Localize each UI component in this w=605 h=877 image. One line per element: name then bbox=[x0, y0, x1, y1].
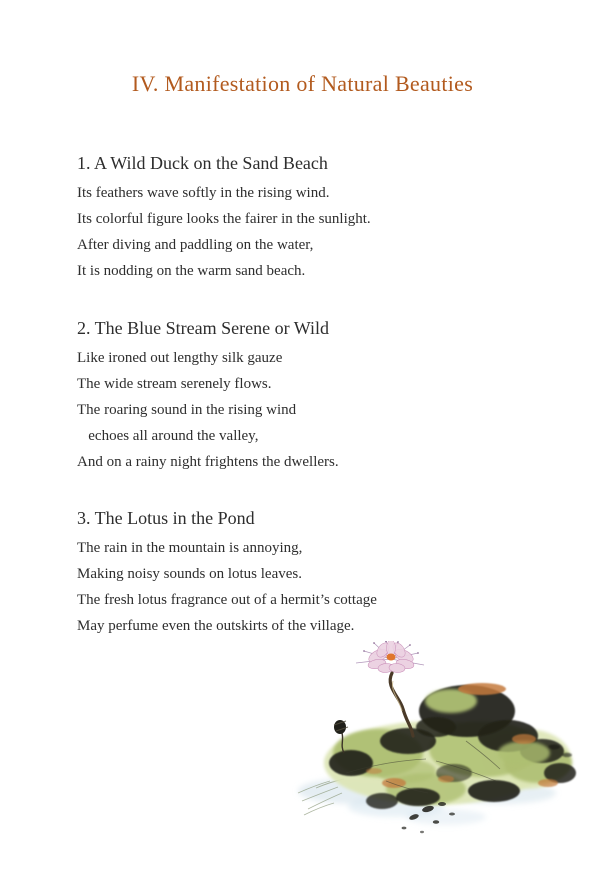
flower-center bbox=[387, 654, 396, 661]
poem-line: The wide stream serenely flows. bbox=[77, 376, 272, 392]
poem-section-2 bbox=[77, 315, 569, 475]
poem-line: It is nodding on the warm sand beach. bbox=[77, 263, 306, 279]
poem-line: Its feathers wave softly in the rising wind. bbox=[77, 185, 330, 201]
poem-line: The roaring sound in the rising wind bbox=[77, 402, 297, 418]
poem-line: echoes all around the valley, bbox=[77, 428, 259, 444]
poem-line: Its colorful figure looks the fairer in the sunlight. bbox=[77, 211, 371, 227]
lotus-flower bbox=[356, 641, 424, 673]
poem-line: May perfume even the outskirts of the village. bbox=[77, 618, 355, 634]
poem-section-3 bbox=[77, 505, 569, 639]
lotus-ink-painting bbox=[286, 641, 604, 856]
poem-line: After diving and paddling on the water, bbox=[77, 237, 314, 253]
poem-heading: 1. A Wild Duck on the Sand Beach bbox=[77, 153, 328, 173]
poem-line: The rain in the mountain is annoying, bbox=[77, 540, 303, 556]
poem-section-1 bbox=[77, 150, 569, 284]
poem-heading: 2. The Blue Stream Serene or Wild bbox=[77, 318, 330, 338]
poem-heading: 3. The Lotus in the Pond bbox=[77, 508, 255, 528]
page-title: IV. Manifestation of Natural Beauties bbox=[131, 71, 474, 96]
poem-line: Like ironed out lengthy silk gauze bbox=[77, 350, 283, 366]
poem-line: Making noisy sounds on lotus leaves. bbox=[77, 566, 302, 582]
poem-line: And on a rainy night frightens the dwellers. bbox=[77, 454, 339, 470]
poem-line: The fresh lotus fragrance out of a hermit’s cottage bbox=[77, 592, 377, 608]
